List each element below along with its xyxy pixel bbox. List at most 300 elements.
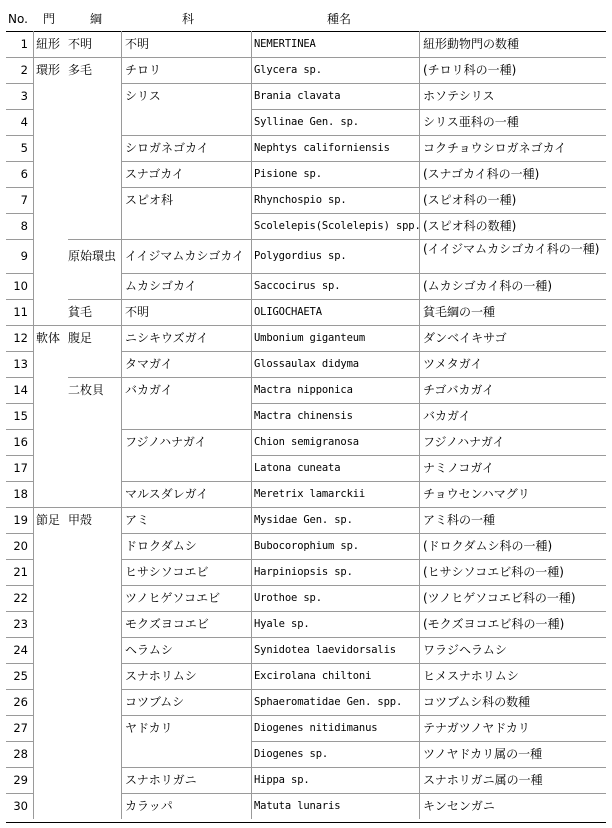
column-divider (121, 689, 122, 715)
japanese-name: アミ科の一種 (423, 513, 496, 527)
scientific-name: Hippa sp. (254, 774, 310, 786)
column-divider (33, 135, 34, 161)
column-divider (251, 533, 252, 559)
scientific-name: Mactra chinensis (254, 410, 353, 422)
column-divider (419, 533, 420, 559)
column-divider (33, 637, 34, 663)
column-divider (33, 793, 34, 819)
row-number: 14 (13, 383, 28, 397)
row-number: 6 (20, 167, 28, 181)
scientific-name: Diogenes nitidimanus (254, 722, 378, 734)
row-divider (6, 507, 606, 508)
column-divider (33, 57, 34, 83)
row-divider (251, 403, 606, 404)
japanese-name: (チロリ科の一種) (423, 63, 517, 77)
column-divider (121, 187, 122, 213)
family-cell: イイジマムカシゴカイ (125, 249, 245, 263)
row-divider (6, 793, 33, 794)
column-divider (419, 429, 420, 455)
japanese-name: バカガイ (423, 409, 471, 423)
column-divider (419, 187, 420, 213)
row-divider (121, 559, 606, 560)
row-divider (121, 135, 606, 136)
column-divider (33, 83, 34, 109)
family-cell: カラッパ (125, 799, 173, 813)
row-divider (251, 109, 606, 110)
header-family: 科 (182, 12, 195, 26)
japanese-name: ツノヤドカリ属の一種 (423, 747, 543, 761)
family-cell: 不明 (125, 37, 150, 51)
row-number: 29 (13, 773, 28, 787)
row-number: 8 (20, 219, 28, 233)
column-divider (121, 429, 122, 455)
japanese-name: (イイジマムカシゴカイ科の一種) (423, 242, 600, 256)
japanese-name: ワラジヘラムシ (423, 643, 507, 657)
column-divider (251, 377, 252, 403)
column-divider (33, 213, 34, 239)
header-phylum: 門 (43, 12, 56, 26)
row-divider (68, 299, 606, 300)
column-divider (121, 377, 122, 403)
japanese-name: チョウセンハマグリ (423, 487, 530, 501)
column-divider (33, 187, 34, 213)
row-divider (121, 793, 606, 794)
column-divider (121, 83, 122, 109)
column-divider (33, 611, 34, 637)
phylum-cell: 節足 (36, 513, 61, 527)
row-divider (121, 481, 606, 482)
column-divider (251, 741, 252, 767)
japanese-name: ホソテシリス (423, 89, 495, 103)
column-divider (251, 767, 252, 793)
header-rule (6, 31, 606, 32)
scientific-name: Mysidae Gen. sp. (254, 514, 353, 526)
column-divider (33, 741, 34, 767)
column-divider (121, 135, 122, 161)
column-divider (33, 481, 34, 507)
scientific-name: Chion semigranosa (254, 436, 359, 448)
class-cell: 原始環虫 (68, 249, 117, 263)
row-divider (121, 83, 606, 84)
scientific-name: Umbonium giganteum (254, 332, 366, 344)
column-divider (251, 793, 252, 819)
row-divider (6, 57, 606, 58)
row-divider (6, 611, 33, 612)
row-number: 9 (20, 249, 28, 263)
row-number: 11 (13, 305, 28, 319)
family-cell: ドロクダムシ (125, 539, 197, 553)
japanese-name: ヒメスナホリムシ (423, 669, 519, 683)
japanese-name: 紐形動物門の数種 (423, 37, 520, 51)
row-number: 7 (20, 193, 28, 207)
column-divider (419, 83, 420, 109)
column-divider (419, 741, 420, 767)
row-divider (6, 299, 33, 300)
row-divider (6, 663, 33, 664)
row-divider (68, 239, 606, 240)
row-number: 27 (13, 721, 28, 735)
column-divider (121, 715, 122, 741)
row-divider (6, 559, 33, 560)
japanese-name: シリス亜科の一種 (423, 115, 519, 129)
column-divider (121, 455, 122, 481)
column-divider (419, 637, 420, 663)
family-cell: スナホリガニ (125, 773, 197, 787)
row-divider (6, 767, 33, 768)
column-divider (251, 213, 252, 239)
column-divider (419, 239, 420, 273)
column-divider (33, 377, 34, 403)
column-divider (419, 57, 420, 83)
row-divider (6, 213, 33, 214)
column-divider (33, 161, 34, 187)
scientific-name: Nephtys californiensis (254, 142, 390, 154)
row-number: 19 (13, 513, 28, 527)
japanese-name: ダンベイキサゴ (423, 331, 507, 345)
row-divider (6, 533, 33, 534)
column-divider (251, 135, 252, 161)
column-divider (121, 533, 122, 559)
row-number: 22 (13, 591, 28, 605)
family-cell: スナゴカイ (125, 167, 184, 181)
column-divider (121, 663, 122, 689)
column-divider (419, 31, 420, 57)
column-divider (251, 611, 252, 637)
family-cell: ツノヒゲソコエビ (125, 591, 221, 605)
row-number: 13 (13, 357, 28, 371)
row-divider (6, 109, 33, 110)
row-divider (6, 455, 33, 456)
column-divider (251, 161, 252, 187)
family-cell: フジノハナガイ (125, 435, 207, 449)
japanese-name: ツメタガイ (423, 357, 483, 371)
row-divider (121, 663, 606, 664)
column-divider (121, 213, 122, 239)
japanese-name: (ツノヒゲソコエビ科の一種) (423, 591, 576, 605)
row-number: 25 (13, 669, 28, 683)
family-cell: シリス (125, 89, 161, 103)
japanese-name: (ドロクダムシ科の一種) (423, 539, 553, 553)
column-divider (33, 585, 34, 611)
scientific-name: Rhynchospio sp. (254, 194, 347, 206)
column-divider (33, 507, 34, 533)
row-number: 16 (13, 435, 28, 449)
header-no: No. (8, 12, 28, 26)
row-divider (6, 351, 33, 352)
column-divider (121, 109, 122, 135)
family-cell: スナホリムシ (125, 669, 197, 683)
row-divider (121, 689, 606, 690)
column-divider (121, 559, 122, 585)
scientific-name: Brania clavata (254, 90, 341, 102)
row-number: 3 (20, 89, 28, 103)
column-divider (33, 239, 34, 273)
family-cell: チロリ (125, 63, 162, 77)
row-number: 24 (13, 643, 28, 657)
column-divider (251, 507, 252, 533)
row-divider (68, 377, 606, 378)
scientific-name: Matuta lunaris (254, 800, 341, 812)
column-divider (33, 429, 34, 455)
column-divider (419, 481, 420, 507)
row-divider (121, 767, 606, 768)
column-divider (251, 299, 252, 325)
column-divider (419, 273, 420, 299)
japanese-name: (ヒサシソコエビ科の一種) (423, 565, 564, 579)
scientific-name: Urothoe sp. (254, 592, 322, 604)
row-divider (6, 689, 33, 690)
column-divider (251, 239, 252, 273)
scientific-name: Glycera sp. (254, 64, 322, 76)
japanese-name: ナミノコガイ (423, 461, 495, 475)
row-number: 20 (13, 539, 28, 553)
row-number: 23 (13, 617, 28, 631)
row-divider (6, 273, 33, 274)
scientific-name: Diogenes sp. (254, 748, 329, 760)
column-divider (251, 715, 252, 741)
column-divider (121, 403, 122, 429)
column-divider (251, 83, 252, 109)
japanese-name: (ムカシゴカイ科の一種) (423, 279, 553, 293)
family-cell: スピオ科 (125, 193, 174, 207)
row-number: 30 (13, 799, 28, 813)
column-divider (419, 299, 420, 325)
row-divider (251, 741, 606, 742)
column-divider (251, 273, 252, 299)
scientific-name: Synidotea laevidorsalis (254, 644, 396, 656)
scientific-name: Glossaulax didyma (254, 358, 359, 370)
scientific-name: OLIGOCHAETA (254, 306, 322, 318)
row-divider (6, 187, 33, 188)
scientific-name: Hyale sp. (254, 618, 310, 630)
scientific-name: Polygordius sp. (254, 250, 347, 262)
row-divider (6, 325, 606, 326)
row-divider (6, 135, 33, 136)
japanese-name: 貧毛綱の一種 (423, 305, 496, 319)
row-divider (121, 351, 606, 352)
column-divider (33, 109, 34, 135)
family-cell: マルスダレガイ (125, 487, 209, 501)
japanese-name: (スピオ科の数種) (423, 219, 517, 233)
column-divider (121, 793, 122, 819)
row-divider (121, 161, 606, 162)
bottom-rule (6, 822, 606, 823)
column-divider (121, 325, 122, 351)
family-cell: シロガネゴカイ (125, 141, 209, 155)
scientific-name: Harpiniopsis sp. (254, 566, 353, 578)
column-divider (419, 559, 420, 585)
japanese-name: チゴバカガイ (423, 383, 495, 397)
column-divider (251, 351, 252, 377)
family-cell: 不明 (125, 305, 150, 319)
column-divider (121, 481, 122, 507)
row-divider (6, 377, 33, 378)
column-divider (251, 663, 252, 689)
column-divider (33, 299, 34, 325)
japanese-name: スナホリガニ属の一種 (423, 773, 543, 787)
column-divider (251, 187, 252, 213)
scientific-name: Saccocirus sp. (254, 280, 341, 292)
column-divider (419, 377, 420, 403)
column-divider (419, 135, 420, 161)
row-divider (6, 239, 33, 240)
row-number: 18 (13, 487, 28, 501)
japanese-name: (スナゴカイ科の一種) (423, 167, 540, 181)
scientific-name: Pisione sp. (254, 168, 322, 180)
column-divider (251, 57, 252, 83)
column-divider (121, 239, 122, 273)
column-divider (251, 689, 252, 715)
row-divider (251, 213, 606, 214)
row-number: 15 (13, 409, 28, 423)
column-divider (33, 31, 34, 57)
column-divider (251, 403, 252, 429)
column-divider (251, 31, 252, 57)
row-divider (6, 637, 33, 638)
row-number: 4 (20, 115, 28, 129)
column-divider (419, 793, 420, 819)
column-divider (419, 213, 420, 239)
class-cell: 貧毛 (68, 305, 93, 319)
family-cell: ニシキウズガイ (125, 331, 209, 345)
row-divider (121, 585, 606, 586)
phylum-cell: 軟体 (36, 331, 61, 345)
class-cell: 甲殻 (68, 513, 93, 527)
row-divider (121, 273, 606, 274)
japanese-name: テナガツノヤドカリ (423, 721, 530, 735)
row-divider (6, 481, 33, 482)
japanese-name: コツブムシ科の数種 (423, 695, 531, 709)
family-cell: モクズヨコエビ (125, 617, 209, 631)
family-cell: ヘラムシ (125, 643, 173, 657)
scientific-name: Latona cuneata (254, 462, 341, 474)
family-cell: ムカシゴカイ (125, 279, 197, 293)
class-cell: 多毛 (68, 63, 93, 77)
column-divider (121, 31, 122, 57)
column-divider (121, 351, 122, 377)
class-cell: 不明 (68, 37, 93, 51)
column-divider (121, 273, 122, 299)
japanese-name: コクチョウシロガネゴカイ (423, 141, 567, 155)
scientific-name: Sphaeromatidae Gen. spp. (254, 696, 403, 708)
scientific-name: Meretrix lamarckii (254, 488, 366, 500)
column-divider (33, 455, 34, 481)
column-divider (419, 663, 420, 689)
scientific-name: Syllinae Gen. sp. (254, 116, 359, 128)
phylum-cell: 紐形 (36, 37, 61, 51)
japanese-name: キンセンガニ (423, 799, 495, 813)
row-divider (6, 741, 33, 742)
row-divider (121, 637, 606, 638)
column-divider (251, 455, 252, 481)
column-divider (251, 109, 252, 135)
column-divider (33, 351, 34, 377)
scientific-name: Excirolana chiltoni (254, 670, 372, 682)
column-divider (419, 715, 420, 741)
column-divider (419, 507, 420, 533)
column-divider (419, 767, 420, 793)
row-divider (121, 611, 606, 612)
row-number: 26 (13, 695, 28, 709)
family-cell: コツブムシ (125, 695, 185, 709)
row-number: 5 (20, 141, 28, 155)
column-divider (419, 325, 420, 351)
row-divider (251, 455, 606, 456)
column-divider (419, 585, 420, 611)
family-cell: アミ (125, 513, 150, 527)
row-divider (121, 429, 606, 430)
header-species: 種名 (327, 12, 352, 26)
column-divider (419, 351, 420, 377)
column-divider (251, 325, 252, 351)
column-divider (121, 299, 122, 325)
column-divider (251, 585, 252, 611)
scientific-name: Scolelepis(Scolelepis) spp. (254, 220, 421, 232)
row-divider (6, 429, 33, 430)
column-divider (33, 325, 34, 351)
column-divider (33, 767, 34, 793)
row-divider (121, 187, 606, 188)
row-number: 10 (13, 279, 28, 293)
column-divider (121, 57, 122, 83)
scientific-name: Mactra nipponica (254, 384, 353, 396)
row-divider (6, 83, 33, 84)
column-divider (33, 663, 34, 689)
row-divider (6, 715, 33, 716)
column-divider (251, 559, 252, 585)
column-divider (121, 507, 122, 533)
phylum-cell: 環形 (36, 63, 61, 77)
row-number: 2 (20, 63, 28, 77)
column-divider (33, 403, 34, 429)
header-class: 綱 (90, 12, 103, 26)
scientific-name: NEMERTINEA (254, 38, 316, 50)
row-divider (121, 715, 606, 716)
column-divider (251, 637, 252, 663)
family-cell: バカガイ (125, 383, 173, 397)
column-divider (419, 403, 420, 429)
class-cell: 二枚貝 (68, 383, 105, 397)
column-divider (33, 273, 34, 299)
column-divider (251, 481, 252, 507)
column-divider (121, 611, 122, 637)
column-divider (251, 429, 252, 455)
scientific-name: Bubocorophium sp. (254, 540, 359, 552)
row-divider (6, 585, 33, 586)
family-cell: ヒサシソコエビ (125, 565, 209, 579)
column-divider (121, 637, 122, 663)
class-cell: 腹足 (68, 331, 93, 345)
japanese-name: (モクズヨコエビ科の一種) (423, 617, 565, 631)
column-divider (33, 533, 34, 559)
column-divider (419, 455, 420, 481)
row-divider (6, 161, 33, 162)
column-divider (419, 611, 420, 637)
column-divider (33, 689, 34, 715)
column-divider (419, 689, 420, 715)
column-divider (121, 585, 122, 611)
row-number: 21 (13, 565, 28, 579)
column-divider (121, 161, 122, 187)
column-divider (121, 741, 122, 767)
column-divider (419, 109, 420, 135)
family-cell: タマガイ (125, 357, 173, 371)
row-number: 1 (20, 37, 28, 51)
row-number: 28 (13, 747, 28, 761)
column-divider (33, 715, 34, 741)
column-divider (121, 767, 122, 793)
japanese-name: (スピオ科の一種) (423, 193, 517, 207)
